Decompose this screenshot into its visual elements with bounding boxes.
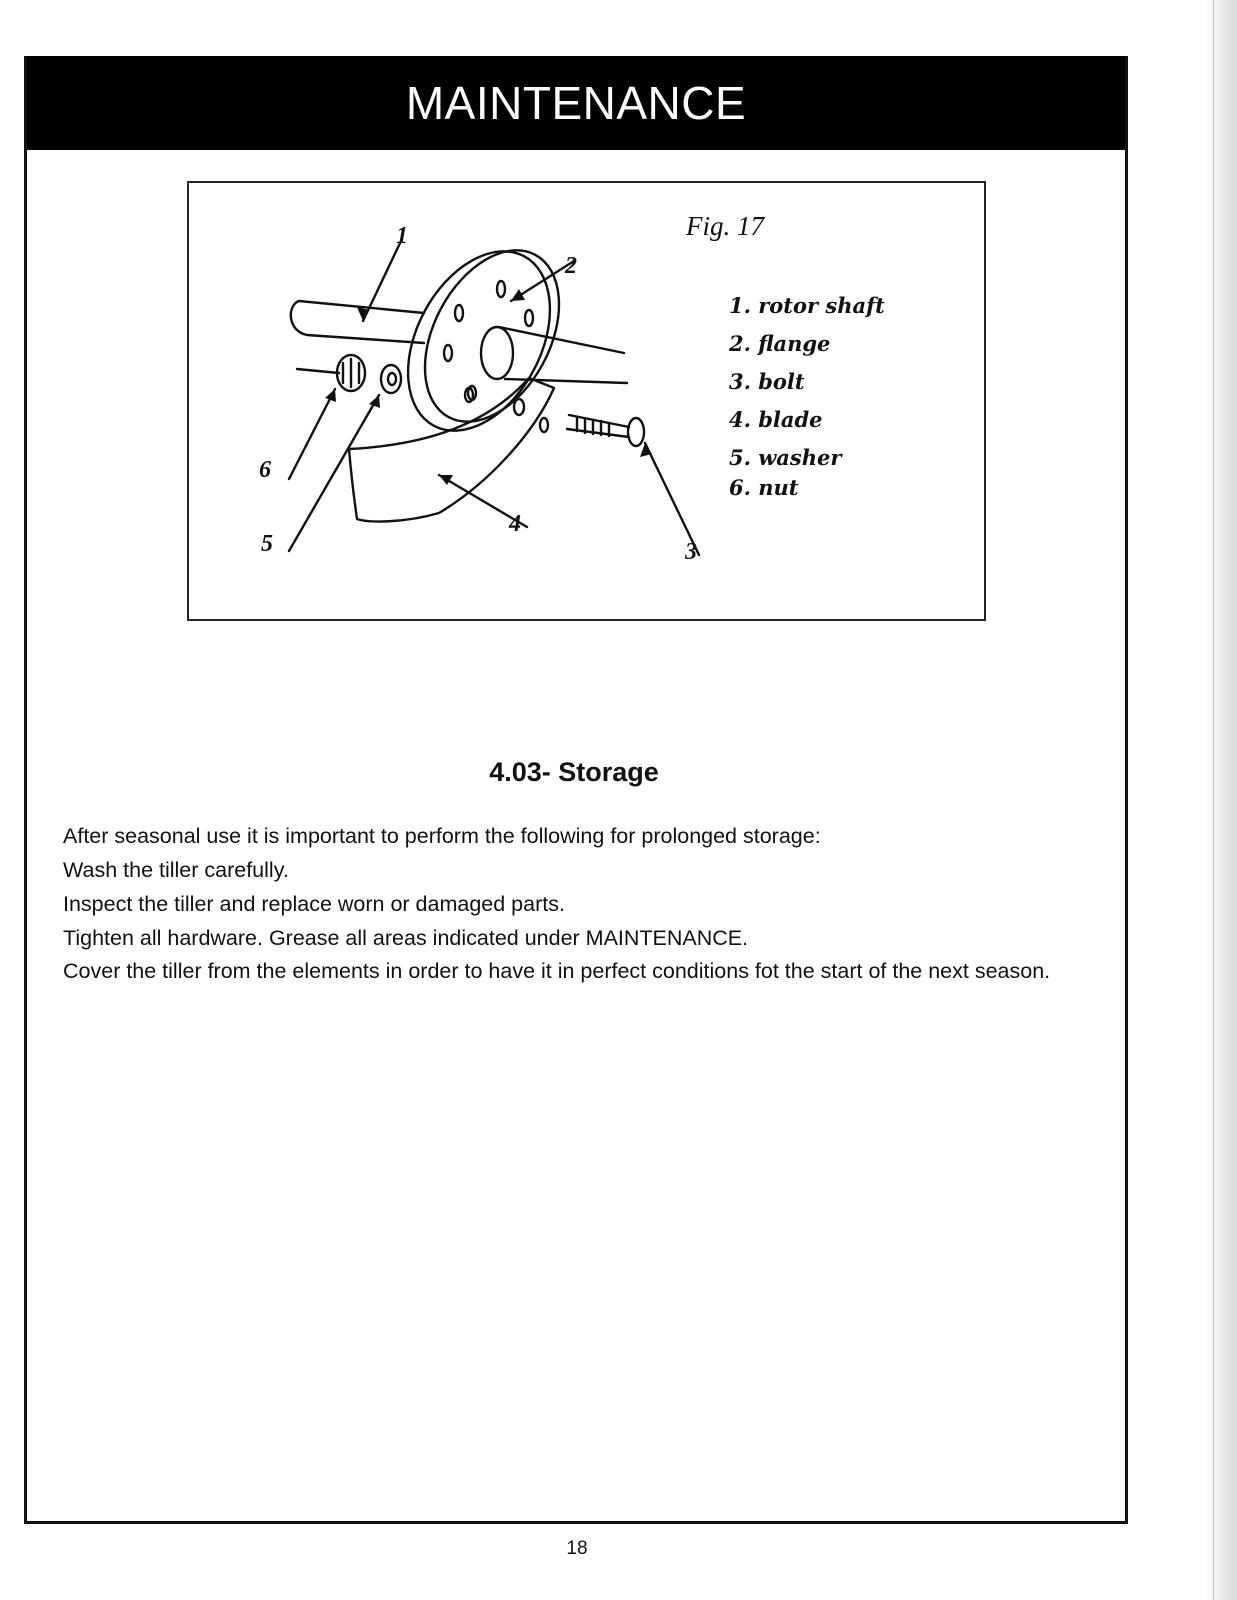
body-paragraph: Inspect the tiller and replace worn or damaged parts. <box>63 892 565 916</box>
blade <box>349 378 554 521</box>
page-title: MAINTENANCE <box>405 77 747 129</box>
legend-item: 6. nut <box>729 475 799 500</box>
callout-5: 5 <box>261 531 273 557</box>
section-body <box>63 819 1073 987</box>
callout-4: 4 <box>509 511 521 537</box>
body-paragraph: Wash the tiller carefully. <box>63 858 289 882</box>
legend-item: 2. flange <box>729 331 831 356</box>
washer <box>381 365 401 393</box>
page-number: 18 <box>566 1538 588 1559</box>
callout-1: 1 <box>396 223 408 249</box>
callout-2: 2 <box>565 253 577 279</box>
shaft-hub <box>481 327 513 379</box>
callout-3: 3 <box>685 539 697 565</box>
body-paragraph: Cover the tiller from the elements in order to have it in perfect conditions fot the start of the next season. <box>63 959 1051 983</box>
figure-title: Fig. 17 <box>686 211 764 241</box>
legend-item: 1. rotor shaft <box>729 293 885 318</box>
body-paragraph: After seasonal use it is important to perform the following for prolonged storage: <box>63 824 821 848</box>
parts-legend <box>729 291 885 505</box>
legend-item: 4. blade <box>729 407 823 432</box>
legend-item: 3. bolt <box>729 369 805 394</box>
rotor-shaft-right <box>499 327 627 383</box>
figure-panel <box>187 181 986 621</box>
callout-6: 6 <box>259 457 271 483</box>
legend-item: 5. washer <box>729 445 842 470</box>
scan-page-edge <box>1205 0 1237 1600</box>
body-paragraph: Tighten all hardware. Grease all areas indicated under MAINTENANCE. <box>63 926 749 950</box>
section-title: 4.03- Storage <box>489 757 659 787</box>
